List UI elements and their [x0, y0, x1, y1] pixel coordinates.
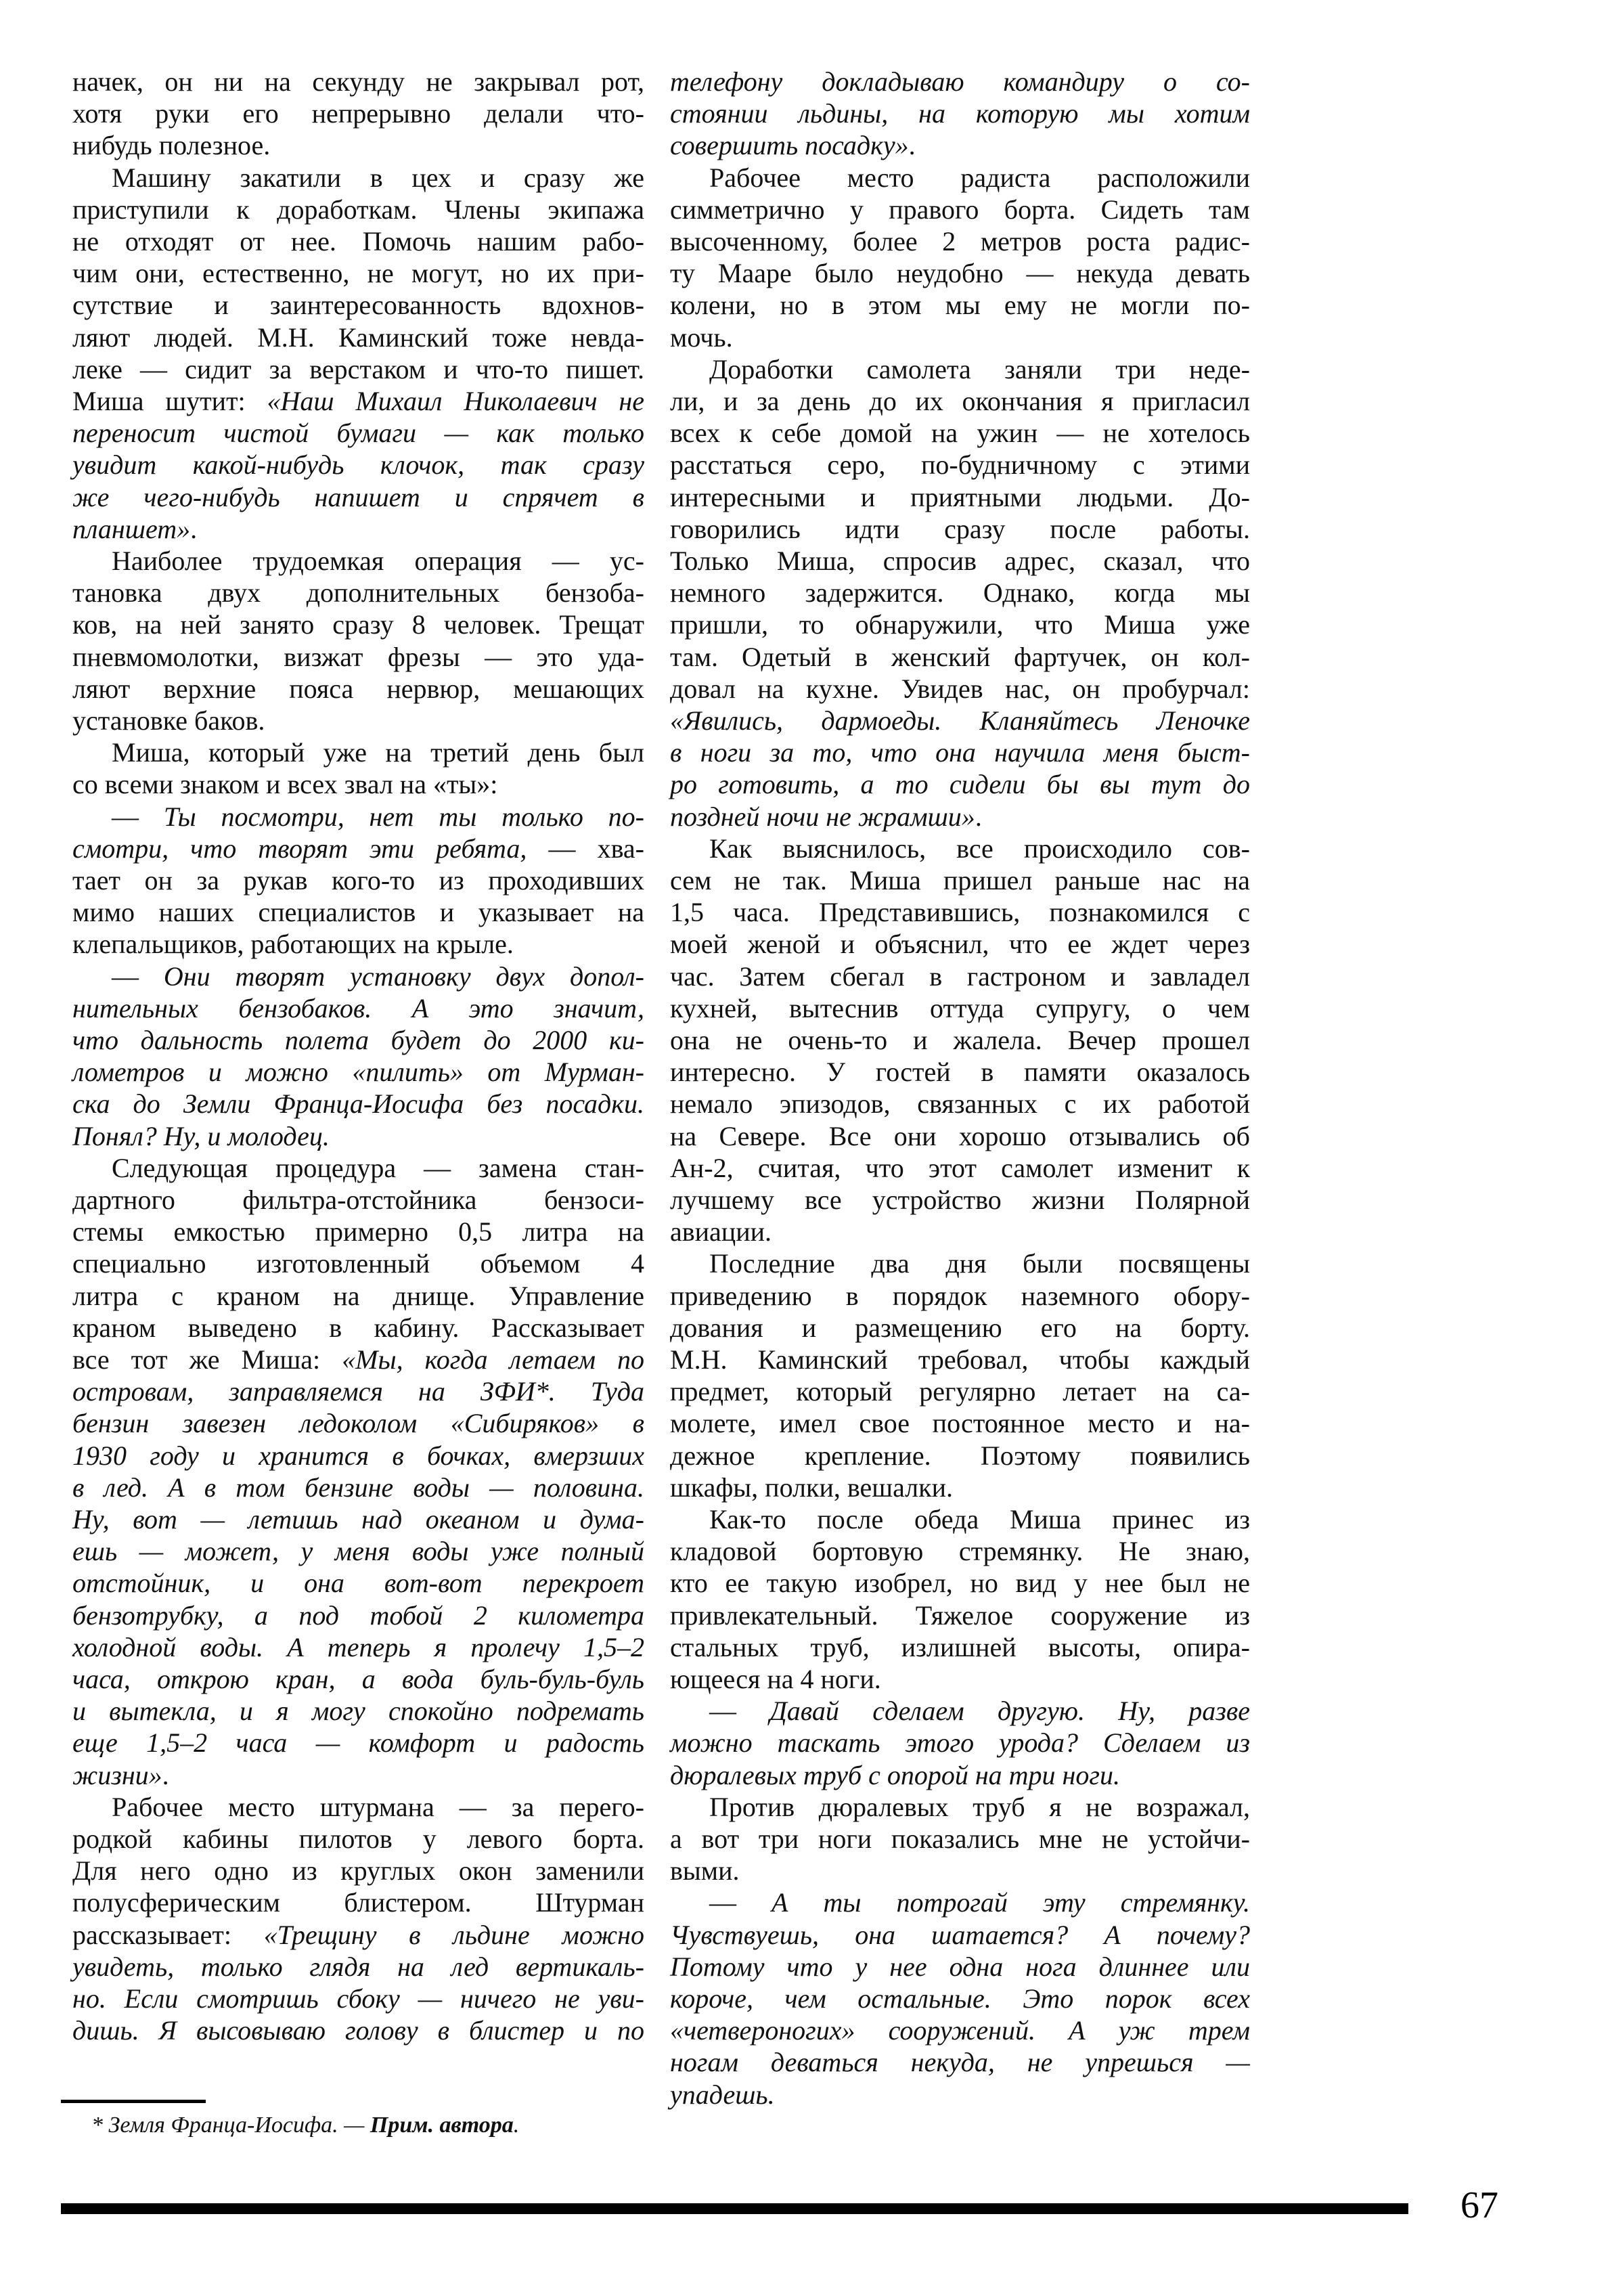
- text-line: [670, 322, 1250, 353]
- text-run: М.Н. Каминский требовал, чтобы каждый: [670, 1344, 1250, 1375]
- text-run: Наиболее трудоемкая операция — ус-: [112, 546, 644, 576]
- text-line: [670, 194, 1250, 225]
- text-run: — хва-: [527, 833, 645, 864]
- text-line: [72, 449, 644, 481]
- text-run: стемы емкостью примерно 0,5 литра на: [72, 1216, 644, 1248]
- text-line: [670, 1056, 1250, 1088]
- text-line: [72, 289, 644, 321]
- text-line: [670, 1184, 1250, 1216]
- italic-run: но. Если смотришь сбоку — ничего не уви-: [72, 1983, 644, 2014]
- text-run: лучшему все устройство жизни Полярной: [670, 1185, 1250, 1215]
- text-run: —: [709, 1696, 770, 1727]
- text-run: нибудь полезное.: [72, 130, 271, 161]
- text-run: приведению в порядок наземного обору-: [670, 1280, 1250, 1311]
- text-line: [72, 1886, 644, 1918]
- footnote-end: .: [513, 2113, 520, 2138]
- text-run: родкой кабины пилотов у левого борта.: [72, 1824, 644, 1854]
- text-line: [670, 1886, 1250, 1918]
- text-run: час. Затем сбегал в гастроном и завладел: [670, 961, 1250, 992]
- text-run: моей женой и объяснил, что ее ждет через: [670, 929, 1250, 960]
- text-line: [72, 1983, 644, 2014]
- text-run: расстаться серо, по-будничному с этими: [670, 449, 1250, 481]
- text-line: [72, 1727, 644, 1759]
- italic-run: Давай сделаем другую. Ну, разве: [769, 1696, 1250, 1727]
- text-line: [72, 1184, 644, 1216]
- text-line: [72, 1375, 644, 1407]
- text-line: [670, 1312, 1250, 1344]
- text-run: специально изготовленный объемом 4: [72, 1248, 644, 1279]
- text-run: .: [162, 1759, 169, 1790]
- text-run: 1,5 часа. Представившись, познакомился с: [670, 897, 1250, 928]
- text-line: [72, 353, 644, 385]
- text-line: [72, 1312, 644, 1344]
- text-line: [670, 928, 1250, 960]
- text-line: [670, 97, 1250, 129]
- text-run: со всеми знаком и всех звал на «ты»:: [72, 769, 498, 800]
- text-line: [72, 864, 644, 896]
- italic-run: ска до Земли Франца-Иосифа без посадки.: [72, 1088, 644, 1120]
- text-run: Ан-2, считая, что этот самолет изменит к: [670, 1152, 1250, 1183]
- text-line: [670, 641, 1250, 673]
- text-line: [72, 1951, 644, 1983]
- text-line: [72, 1344, 644, 1375]
- text-run: на Севере. Все они хорошо отзывались об: [670, 1120, 1250, 1151]
- text-line: [670, 1503, 1250, 1535]
- text-run: выми.: [670, 1855, 740, 1886]
- text-line: [670, 1983, 1250, 2014]
- text-line: [72, 1919, 644, 1951]
- text-run: ту Мааре было неудобно — некуда девать: [670, 258, 1250, 289]
- text-line: [670, 257, 1250, 289]
- text-run: немного задержится. Однако, когда мы: [670, 577, 1250, 609]
- text-run: стальных труб, излишней высоты, опира-: [670, 1631, 1250, 1662]
- text-line: [670, 545, 1250, 577]
- italic-run: в ноги за то, что она научила меня быст-: [670, 737, 1250, 768]
- text-run: предмет, который регулярно летает на са-: [670, 1376, 1250, 1407]
- text-line: [670, 66, 1250, 97]
- text-line: [670, 1088, 1250, 1120]
- text-line: [72, 481, 644, 513]
- text-line: [72, 577, 644, 609]
- text-line: [670, 385, 1250, 417]
- text-run: интересно. У гостей в памяти оказалось: [670, 1057, 1250, 1088]
- text-line: [72, 194, 644, 225]
- text-line: [72, 1599, 644, 1631]
- text-line: [72, 1535, 644, 1567]
- text-line: [72, 833, 644, 864]
- text-line: [670, 1855, 1250, 1886]
- text-run: говорились идти сразу после работы.: [670, 513, 1250, 544]
- text-line: [72, 1152, 644, 1184]
- text-run: клепальщиков, работающих на крыле.: [72, 929, 514, 960]
- italic-run: 1930 году и хранится в бочках, вмерзших: [72, 1440, 644, 1471]
- italic-run: часа, открою кран, а вода буль-буль-буль: [72, 1664, 644, 1694]
- italic-run: смотри, что творят эти ребята,: [72, 833, 527, 864]
- text-line: [72, 1088, 644, 1120]
- text-line: [670, 1407, 1250, 1439]
- italic-run: ногам деваться некуда, не упрешься —: [670, 2047, 1250, 2078]
- italic-run: увидеть, только глядя на лед вертикаль-: [72, 1951, 644, 1982]
- italic-run: в лед. А в том бензине воды — половина.: [72, 1472, 644, 1503]
- italic-run: жизни»: [72, 1759, 162, 1790]
- italic-run: Ты посмотри, нет ты только по-: [163, 801, 644, 832]
- text-line: [72, 162, 644, 194]
- text-run: Миша шутит:: [72, 386, 267, 416]
- text-run: леке — сидит за верстаком и что-то пишет.: [72, 353, 644, 384]
- text-line: [670, 1440, 1250, 1472]
- text-run: Последние два дня были посвящены: [709, 1248, 1250, 1279]
- italic-run: бензотрубку, а под тобой 2 километра: [72, 1599, 644, 1631]
- page-number: 67: [1460, 2184, 1498, 2226]
- text-line: [72, 1663, 644, 1695]
- text-run: —: [709, 1887, 772, 1918]
- text-line: [670, 1727, 1250, 1759]
- text-run: —: [112, 961, 164, 992]
- text-line: [72, 992, 644, 1024]
- text-line: [72, 1823, 644, 1855]
- text-line: [670, 577, 1250, 609]
- italic-run: «Мы, когда летаем по: [342, 1344, 645, 1375]
- italic-run: А ты потрогай эту стремянку.: [772, 1887, 1251, 1918]
- text-run: мочь.: [670, 322, 733, 353]
- text-line: [72, 673, 644, 705]
- text-run: Миша, который уже на третий день был: [112, 737, 644, 768]
- italic-run: Потому что у нее одна нога длиннее или: [670, 1951, 1250, 1982]
- italic-run: «Наш Михаил Николаевич не: [267, 386, 645, 416]
- text-run: авиации.: [670, 1216, 772, 1248]
- text-run: Для него одно из круглых окон заменили: [72, 1855, 644, 1886]
- italic-run: Ну, вот — летишь над океаном и дума-: [72, 1504, 644, 1535]
- text-line: [670, 801, 1250, 833]
- italic-run: бензин завезен ледоколом «Сибиряков» в: [72, 1408, 644, 1439]
- text-run: Рабочее место радиста расположили: [709, 162, 1250, 193]
- text-run: Только Миша, спросив адрес, сказал, что: [670, 546, 1250, 576]
- text-line: [670, 289, 1250, 321]
- italic-run: холодной воды. А теперь я пролечу 1,5–2: [72, 1631, 644, 1662]
- text-line: [670, 225, 1250, 257]
- text-line: [670, 417, 1250, 449]
- text-run: Доработки самолета заняли три неде-: [709, 353, 1250, 384]
- text-run: начек, он ни на секунду не закрывал рот,: [72, 66, 644, 97]
- italic-run: можно таскать этого урода? Сделаем из: [670, 1727, 1250, 1759]
- text-line: [670, 2046, 1250, 2078]
- text-line: [670, 1791, 1250, 1823]
- text-run: колени, но в этом мы ему не могли по-: [670, 290, 1250, 321]
- italic-run: дишь. Я высовываю голову в блистер и по: [72, 2015, 644, 2046]
- italic-run: планшет»: [72, 513, 191, 544]
- italic-run: еще 1,5–2 часа — комфорт и радость: [72, 1727, 644, 1759]
- text-run: .: [190, 513, 198, 544]
- text-line: [670, 129, 1250, 161]
- text-line: [72, 1759, 644, 1791]
- text-line: [72, 641, 644, 673]
- text-line: [670, 1280, 1250, 1312]
- text-run: —: [112, 801, 164, 832]
- text-line: [670, 705, 1250, 736]
- italic-run: Чувствуешь, она шатается? А почему?: [670, 1919, 1250, 1950]
- text-line: [72, 257, 644, 289]
- text-run: ляют людей. М.Н. Каминский тоже невда-: [72, 322, 644, 353]
- text-run: тановка двух дополнительных бензоба-: [72, 577, 644, 609]
- text-run: Как выяснилось, все происходило сов-: [709, 833, 1250, 864]
- text-line: [72, 1567, 644, 1599]
- text-line: [72, 1280, 644, 1312]
- text-run: .: [975, 801, 982, 832]
- text-run: немало эпизодов, связанных с их работой: [670, 1088, 1250, 1120]
- text-run: дартного фильтра-отстойника бензоси-: [72, 1185, 644, 1215]
- italic-run: «Трещину в льдине можно: [263, 1919, 645, 1950]
- text-run: кладовой бортовую стремянку. Не знаю,: [670, 1536, 1250, 1567]
- text-line: [670, 609, 1250, 640]
- text-line: [72, 322, 644, 353]
- text-line: [72, 1631, 644, 1663]
- text-run: кухней, вытеснив оттуда супругу, о чем: [670, 992, 1250, 1023]
- text-line: [72, 736, 644, 768]
- text-run: всех к себе домой на ужин — не хотелось: [670, 418, 1250, 449]
- text-line: [670, 864, 1250, 896]
- text-run: пневмомолотки, визжат фрезы — это уда-: [72, 641, 644, 672]
- text-line: [670, 481, 1250, 513]
- text-line: [670, 1759, 1250, 1791]
- italic-run: совершить посадку»: [670, 130, 909, 161]
- text-line: [670, 1663, 1250, 1695]
- footnote-marker: *: [91, 2113, 103, 2138]
- text-line: [72, 1695, 644, 1727]
- footnote-separator: [61, 2100, 206, 2103]
- text-run: мимо наших специалистов и указывает на: [72, 897, 644, 928]
- text-line: [72, 2014, 644, 2046]
- text-line: [670, 736, 1250, 768]
- footnote-text: Земля Франца-Иосифа. —: [108, 2113, 370, 2138]
- text-line: [670, 353, 1250, 385]
- text-line: [670, 833, 1250, 864]
- italic-run: и вытекла, и я могу спокойно подремать: [72, 1696, 644, 1727]
- text-line: [72, 928, 644, 960]
- text-line: [670, 2014, 1250, 2046]
- text-run: полусферическим блистером. Штурман: [72, 1887, 644, 1918]
- text-run: литра с краном на днище. Управление: [72, 1280, 644, 1311]
- text-run: не отходят от нее. Помочь нашим рабо-: [72, 226, 644, 257]
- text-line: [72, 896, 644, 928]
- text-line: [670, 1599, 1250, 1631]
- text-run: сутствие и заинтересованность вдохнов-: [72, 290, 644, 321]
- text-line: [72, 609, 644, 640]
- text-run: чим они, естественно, не могут, но их при-: [72, 258, 644, 289]
- text-line: [72, 801, 644, 833]
- text-line: [670, 1375, 1250, 1407]
- text-run: рассказывает:: [72, 1919, 264, 1950]
- text-line: [670, 162, 1250, 194]
- text-line: [670, 1951, 1250, 1983]
- text-line: [670, 673, 1250, 705]
- text-line: [670, 992, 1250, 1024]
- text-run: ляют верхние пояса нервюр, мешающих: [72, 673, 644, 704]
- italic-run: островам, заправляемся на ЗФИ*. Туда: [72, 1376, 644, 1407]
- text-run: шкафы, полки, вешалки.: [670, 1472, 953, 1503]
- italic-run: телефону докладываю командиру о со-: [670, 66, 1250, 97]
- text-line: [670, 1472, 1250, 1503]
- italic-run: короче, чем остальные. Это порок всех: [670, 1983, 1250, 2014]
- text-run: хотя руки его непрерывно делали что-: [72, 98, 644, 129]
- text-run: приступили к доработкам. Члены экипажа: [72, 194, 644, 225]
- text-line: [670, 449, 1250, 481]
- text-line: [72, 961, 644, 992]
- text-run: все тот же Миша:: [72, 1344, 342, 1375]
- text-run: кто ее такую изобрел, но вид у нее был не: [670, 1568, 1250, 1599]
- italic-run: поздней ночи не жрамши»: [670, 801, 975, 832]
- text-line: [72, 66, 644, 97]
- italic-run: нительных бензобаков. А это значит,: [72, 992, 644, 1023]
- text-run: .: [908, 130, 916, 161]
- italic-run: Они творят установку двух допол-: [163, 961, 644, 992]
- text-run: ли, и за день до их окончания я пригласил: [670, 386, 1250, 416]
- text-run: сем не так. Миша пришел раньше нас на: [670, 865, 1250, 896]
- text-line: [72, 1024, 644, 1056]
- text-line: [72, 1472, 644, 1503]
- footer-rule: [61, 2203, 1408, 2214]
- italic-run: дюралевых труб с опорой на три ноги.: [670, 1759, 1120, 1790]
- italic-run: Понял? Ну, и молодец.: [72, 1120, 330, 1151]
- text-line: [670, 1024, 1250, 1056]
- text-line: [72, 385, 644, 417]
- text-line: [670, 961, 1250, 992]
- footnote: [91, 2111, 519, 2140]
- text-line: [670, 513, 1250, 545]
- text-run: довал на кухне. Увидев нас, он пробурчал:: [670, 673, 1250, 704]
- text-run: установке баков.: [72, 705, 265, 736]
- text-run: а вот три ноги показались мне не устойчи-: [670, 1824, 1250, 1854]
- text-line: [670, 1248, 1250, 1279]
- italic-run: «Явились, дармоеды. Кланяйтесь Леночке: [670, 705, 1250, 736]
- text-line: [670, 1919, 1250, 1951]
- text-line: [670, 768, 1250, 800]
- italic-run: упадешь.: [670, 2079, 775, 2110]
- italic-run: лометров и можно «пилить» от Мурман-: [72, 1057, 644, 1088]
- text-run: пришли, то обнаружили, что Миша уже: [670, 609, 1250, 640]
- text-run: привлекательный. Тяжелое сооружение из: [670, 1599, 1250, 1631]
- text-line: [72, 417, 644, 449]
- text-line: [72, 1120, 644, 1152]
- text-run: она не очень-то и жалела. Вечер прошел: [670, 1025, 1250, 1055]
- text-line: [670, 1152, 1250, 1184]
- text-line: [72, 97, 644, 129]
- footnote-author-note: Прим. автора: [370, 2113, 514, 2138]
- italic-run: переносит чистой бумаги — как только: [72, 418, 644, 449]
- text-line: [72, 225, 644, 257]
- italic-run: что дальность полета будет до 2000 ки-: [72, 1025, 644, 1055]
- text-run: дежное крепление. Поэтому появились: [670, 1440, 1250, 1471]
- text-line: [670, 1120, 1250, 1152]
- text-line: [670, 2079, 1250, 2111]
- text-line: [670, 1631, 1250, 1663]
- text-line: [670, 896, 1250, 928]
- text-line: [72, 705, 644, 736]
- italic-run: стоянии льдины, на которую мы хотим: [670, 98, 1250, 129]
- text-run: краном выведено в кабину. Рассказывает: [72, 1312, 644, 1343]
- text-line: [72, 1440, 644, 1472]
- text-run: Следующая процедура — замена стан-: [112, 1152, 644, 1183]
- text-run: дования и размещению его на борту.: [670, 1312, 1250, 1343]
- text-run: ков, на ней занято сразу 8 человек. Трещат: [72, 609, 644, 640]
- text-line: [670, 1216, 1250, 1248]
- text-line: [72, 1216, 644, 1248]
- text-line: [72, 1248, 644, 1279]
- text-run: Против дюралевых труб я не возражал,: [709, 1791, 1250, 1822]
- text-line: [670, 1567, 1250, 1599]
- text-run: там. Одетый в женский фартучек, он кол-: [670, 641, 1250, 672]
- text-line: [72, 768, 644, 800]
- text-run: Машину закатили в цех и сразу же: [112, 162, 644, 193]
- text-run: Рабочее место штурмана — за перего-: [112, 1791, 644, 1822]
- text-line: [670, 1344, 1250, 1375]
- text-run: тает он за рукав кого-то из проходивших: [72, 865, 644, 896]
- italic-run: же чего-нибудь напишет и спрячет в: [72, 481, 644, 512]
- italic-run: отстойник, и она вот-вот перекроет: [72, 1568, 644, 1599]
- text-line: [72, 513, 644, 545]
- text-run: ющееся на 4 ноги.: [670, 1664, 881, 1694]
- text-run: Как-то после обеда Миша принес из: [709, 1504, 1250, 1535]
- text-line: [72, 1855, 644, 1886]
- text-run: высоченному, более 2 метров роста радис-: [670, 226, 1250, 257]
- text-line: [670, 1695, 1250, 1727]
- text-line: [72, 1407, 644, 1439]
- italic-run: ешь — может, у меня воды уже полный: [72, 1536, 644, 1567]
- text-line: [72, 1056, 644, 1088]
- italic-run: «четвероногих» сооружений. А уж трем: [670, 2015, 1250, 2046]
- text-line: [72, 1503, 644, 1535]
- text-line: [72, 545, 644, 577]
- italic-run: увидит какой-нибудь клочок, так сразу: [72, 449, 644, 481]
- text-line: [72, 1791, 644, 1823]
- text-line: [670, 1823, 1250, 1855]
- italic-run: ро готовить, а то сидели бы вы тут до: [670, 769, 1250, 800]
- text-run: интересными и приятными людьми. До-: [670, 481, 1250, 512]
- text-run: молете, имел свое постоянное место и на-: [670, 1408, 1250, 1439]
- text-run: симметрично у правого борта. Сидеть там: [670, 194, 1250, 225]
- text-line: [670, 1535, 1250, 1567]
- text-line: [72, 129, 644, 161]
